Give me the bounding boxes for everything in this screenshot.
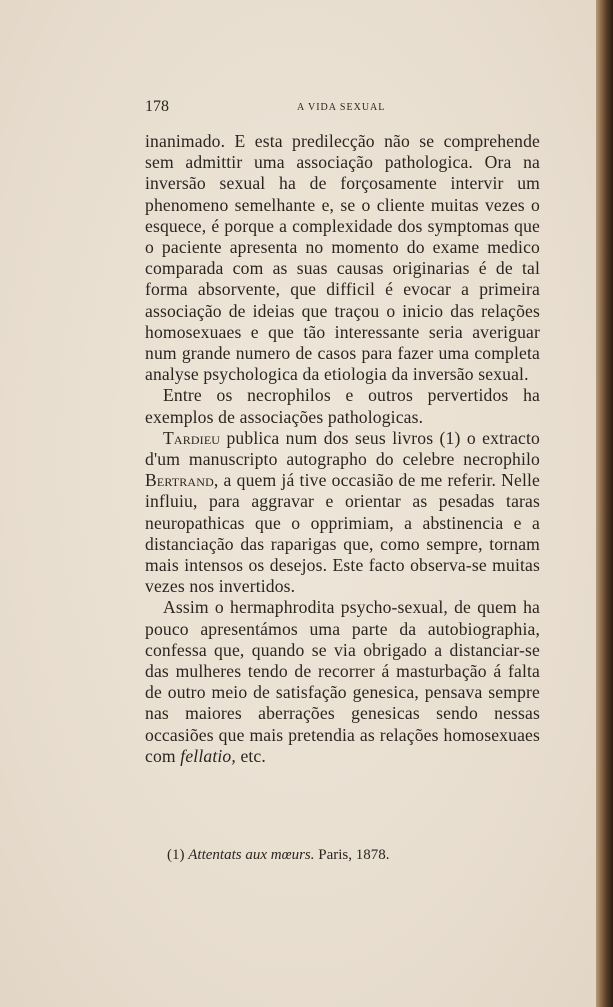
paragraph-1: inanimado. E esta predilecção não se comprehende sem admittir uma associação pathologica. Ora na inversão sexual ha de forçosamente intervir um phenomeno semelhante e, se o cliente muitas vezes o esquece, é porque a complexidade dos symptomas que o paciente apresenta no momento do exame medico comparada com as suas causas originarias é de tal forma absorvente, que difficil é evocar a primeira associação de ideias que traçou o inicio das relações homosexuaes e que tão interessante seria averiguar num grande numero de casos para fazer uma completa analyse psychologica da etiologia da inversão sexual. — [145, 131, 540, 385]
footnote — [167, 847, 537, 864]
paragraph-4 — [145, 597, 540, 767]
footnote-rest: Paris, 1878. — [314, 847, 390, 863]
name-bertrand: Bertrand — [145, 470, 214, 491]
paragraph-4-text-b: etc. — [235, 745, 266, 766]
book-spine-edge — [596, 0, 613, 1007]
term-fellatio: fellatio, — [180, 745, 236, 766]
paragraph-2: Entre os necrophilos e outros pervertidos ha exemplos de associações pathologicas. — [145, 385, 540, 427]
author-name-tardieu: Tardieu — [163, 427, 221, 448]
footnote-title: Attentats aux mœurs. — [188, 847, 315, 863]
paragraph-3 — [145, 428, 540, 598]
footnote-marker: (1) — [167, 847, 185, 863]
paragraph-3-text-b: , a quem já tive occasião de me referir. Nelle influiu, para aggravar e orientar as pesadas taras neuropathicas que o opprimiam, a abstinencia e a distanciação das raparigas que, como sempre, tornam mais intensos os desejos. Este facto observa-se muitas vezes nos invertidos. — [145, 470, 540, 597]
running-head: A VIDA SEXUAL — [297, 102, 386, 113]
paragraph-4-text-a: Assim o hermaphrodita psycho-sexual, de quem ha pouco apresentámos uma parte da autobiographia, confessa que, quando se via obrigado a distanciar-se das mulheres tendo de recorrer á masturbação á falta de outro meio de satisfação genesica, pensava sempre nas maiores aberrações genesicas sendo nessas occasiões que mais pretendia as relações homosexuaes com — [145, 597, 540, 766]
page-header — [145, 98, 538, 118]
body-text — [145, 131, 540, 767]
paragraph-3-text-a: publica num dos seus livros (1) o extracto d'um manuscripto autographo do celebre necrophilo — [145, 427, 540, 470]
page-number: 178 — [145, 98, 169, 115]
